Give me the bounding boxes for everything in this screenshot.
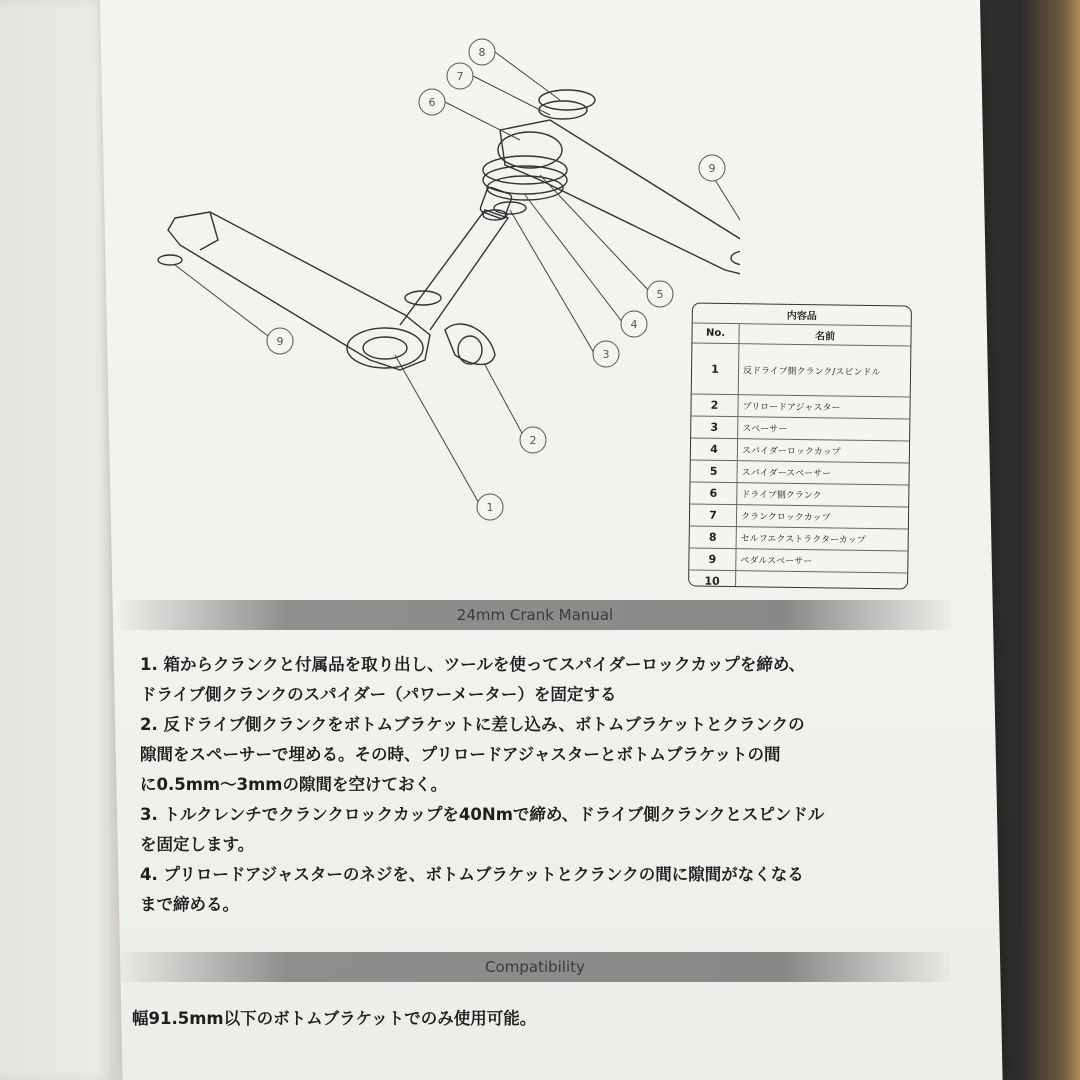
callout-label: 9 <box>276 335 284 348</box>
table-row: 8 セルフエクストラクターカップ <box>690 526 908 551</box>
step-4: 4. プリロードアジャスターのネジを、ボトムブラケットとクランクの間に隙間がなくなる まで締める。 <box>140 865 804 914</box>
callout-label: 6 <box>428 96 436 109</box>
table-row: 9 ペダルスペーサー <box>689 548 907 573</box>
callout-label: 7 <box>456 70 464 83</box>
callout-label: 1 <box>486 501 494 514</box>
callout-label: 9 <box>708 162 716 175</box>
preload-adjuster <box>445 324 495 364</box>
manual-heading: 24mm Crank Manual <box>120 600 950 630</box>
table-row: 1 反ドライブ側クランク/スピンドル <box>692 343 911 397</box>
callout-label: 2 <box>529 434 537 447</box>
left-page-edge <box>0 0 110 1080</box>
callout-label: 5 <box>656 288 664 301</box>
extractor-cup <box>539 90 595 110</box>
pedal-spacer-left <box>158 255 182 265</box>
table-row: 3 スペーサー <box>691 416 909 441</box>
col-header-no: No. <box>692 323 739 344</box>
drive-crank-arm <box>500 120 740 275</box>
step-1: 1. 箱からクランクと付属品を取り出し、ツールを使ってスパイダーロックカップを締め、 ドライブ側クランクのスパイダー（パワーメーター）を固定する <box>140 655 806 704</box>
table-row: 5 スパイダースペーサー <box>690 460 908 485</box>
table-row: 2 プリロードアジャスター <box>691 394 909 419</box>
parts-table-title: 内容品 <box>693 303 911 326</box>
callout-label: 4 <box>630 318 638 331</box>
step-2: 2. 反ドライブ側クランクをボトムブラケットに差し込み、ボトムブラケットとクランクの 隙間をスペーサーで埋める。その時、プリロードアジャスターとボトムブラケットの間 に0.5mm～3mmの隙間を空けておく。 <box>140 715 805 794</box>
parts-table <box>688 302 912 589</box>
table-row: 6 ドライブ側クランク <box>690 482 908 507</box>
non-drive-crank-arm <box>168 212 430 370</box>
spindle <box>400 210 508 330</box>
table-row: 7 クランクロックカップ <box>690 504 908 529</box>
col-header-name: 名前 <box>739 324 911 346</box>
callout-label: 8 <box>478 46 486 59</box>
callout-label: 3 <box>602 348 610 361</box>
crank-exploded-diagram <box>140 30 740 550</box>
compatibility-text: 幅91.5mm以下のボトムブラケットでのみ使用可能。 <box>132 1009 537 1028</box>
table-row: 10 <box>689 570 907 590</box>
manual-steps <box>140 650 920 920</box>
compatibility-heading: Compatibility <box>120 952 950 982</box>
step-3: 3. トルクレンチでクランクロックカップを40Nmで締め、ドライブ側クランクとスピンドル を固定します。 <box>140 805 825 854</box>
table-row: 4 スパイダーロックカップ <box>691 438 909 463</box>
